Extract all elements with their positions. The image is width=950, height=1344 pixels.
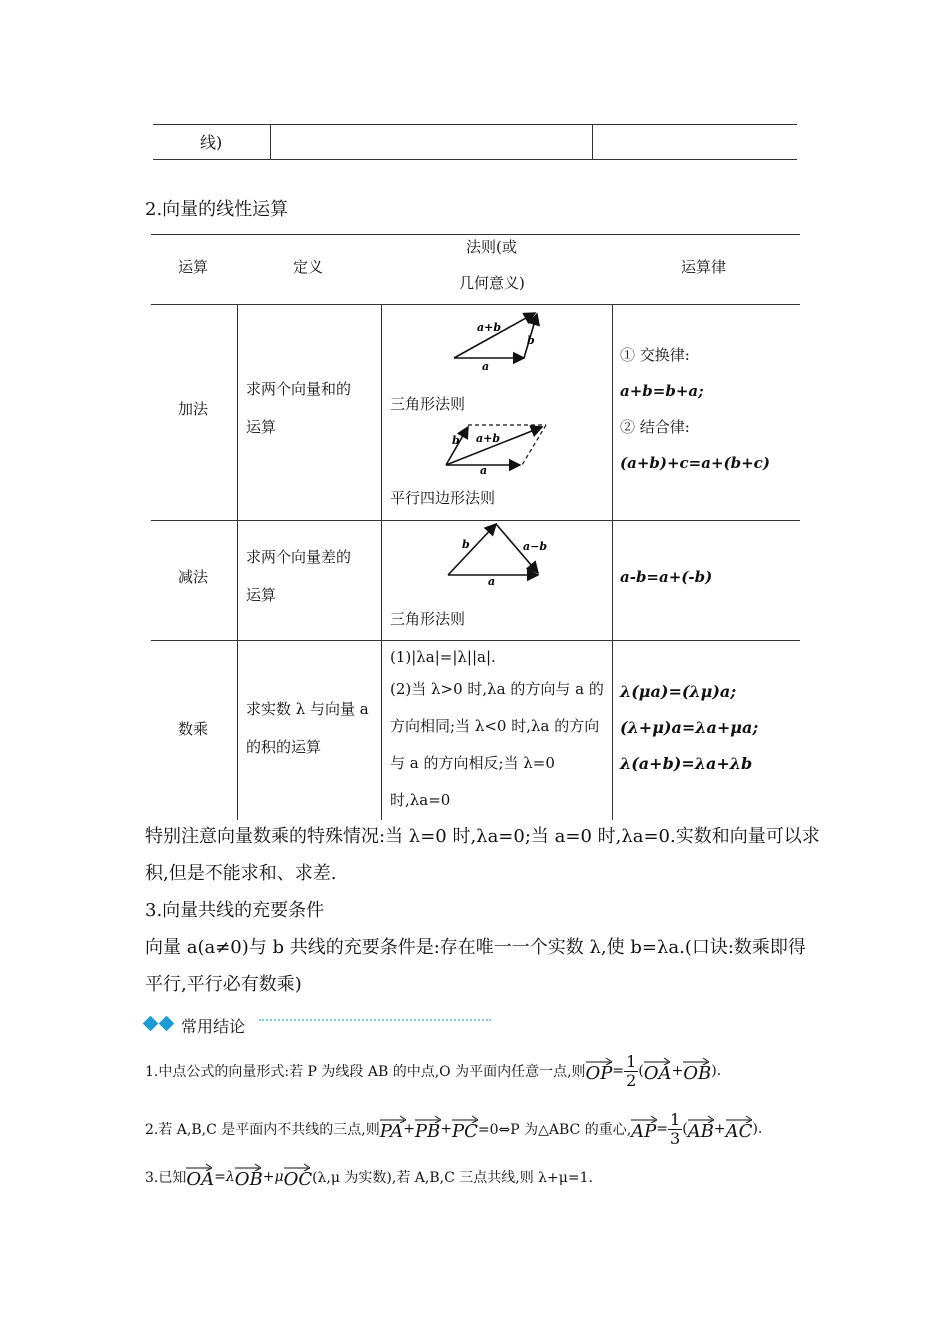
collinear-line-2: 平行,平行必有数乘) [145, 974, 302, 995]
diamond-icon [159, 1016, 175, 1032]
conclusions-heading [143, 1014, 503, 1034]
fraction-third: $\frac{1}{3}$ [670, 1109, 681, 1148]
op-mul: 数乘 [178, 720, 209, 738]
table-col-line [612, 304, 613, 820]
top-table-fragment: 线) [200, 133, 223, 152]
sub-def-2: 运算 [246, 586, 277, 604]
vector-oa: OA [186, 1165, 214, 1190]
op-add: 加法 [178, 400, 209, 418]
top-table-border-top [153, 124, 797, 125]
diamond-icon [143, 1016, 159, 1032]
vector-pb: PB [415, 1117, 440, 1142]
fraction-half: $\frac{1}{2}$ [626, 1051, 637, 1090]
mul-rule-3: 方向相同;当 λ<0 时,λa 的方向 [390, 717, 600, 735]
mul-rule-4: 与 a 的方向相反;当 λ=0 [390, 754, 555, 772]
vector-ob: OB [235, 1165, 263, 1190]
note-line-1: 特别注意向量数乘的特殊情况:当 λ=0 时,λa=0;当 a=0 时,λa=0.实数和向量可以求 [145, 826, 820, 847]
add-rule-parallelogram: 平行四边形法则 [390, 489, 496, 507]
label-b: b [462, 538, 470, 551]
mul-rule-5: 时,λa=0 [390, 791, 451, 809]
add-rule-triangle: 三角形法则 [390, 395, 466, 413]
header-op: 运算 [178, 258, 209, 276]
header-rule-1: 法则(或 [466, 238, 517, 256]
add-law-4: (a+b)+c=a+(b+c) [620, 454, 770, 472]
header-def: 定义 [293, 258, 324, 276]
label-sum: a+b [477, 321, 502, 334]
dotted-rule [259, 1019, 491, 1021]
table-col-line [237, 304, 238, 820]
sub-law: a-b=a+(-b) [620, 568, 713, 586]
header-law: 运算律 [681, 258, 727, 276]
add-law-2: a+b=b+a; [620, 382, 704, 400]
note-line-2: 积,但是不能求和、求差. [145, 863, 337, 884]
table-col-line [381, 304, 382, 820]
label-diff: a−b [523, 540, 548, 553]
top-table-divider [270, 124, 271, 159]
mul-def-1: 求实数 λ 与向量 a [246, 700, 369, 718]
top-table-border-bottom [153, 159, 797, 160]
section-title: 3.向量共线的充要条件 [145, 900, 325, 921]
vector-pc: PC [452, 1117, 478, 1142]
top-table-divider [592, 124, 593, 159]
label-sum: a+b [476, 432, 501, 445]
vector-ab: AB [688, 1117, 714, 1142]
conclusion-2-text: 2.若 A,B,C 是平面内不共线的三点,则 [145, 1122, 380, 1138]
label-b: b [452, 434, 460, 447]
conclusion-1-text: 1.中点公式的向量形式:若 P 为线段 AB 的中点,O 为平面内任意一点,则 [145, 1064, 586, 1080]
label-a: a [480, 464, 488, 474]
vector-oa: OA [644, 1059, 672, 1084]
mul-law-3: λ(a+b)=λa+λb [620, 754, 753, 773]
op-sub: 减法 [178, 568, 209, 586]
collinear-line-1: 向量 a(a≠0)与 b 共线的充要条件是:存在唯一一个实数 λ,使 b=λa.(口诀:数乘即得 [145, 937, 806, 958]
conclusion-3: 3.已知 OA =λ OB +μ OC (λ,μ 为实数),若 A,B,C 三点共线,则 λ+μ=1. [145, 1162, 593, 1192]
conclusion-2: 2.若 A,B,C 是平面内不共线的三点,则 PA + PB + PC =0⇔P 为△ABC 的重心, AP = $\frac{1}{3}$ ( AB + AC ). [145, 1109, 763, 1148]
conclusion-3-suffix: (λ,μ 为实数),若 A,B,C 三点共线,则 λ+μ=1. [312, 1170, 593, 1186]
parallelogram-rule-figure [440, 420, 552, 474]
header-rule-2: 几何意义) [459, 274, 525, 292]
section-title: 2.向量的线性运算 [145, 199, 289, 220]
subtraction-figure [440, 518, 552, 586]
vector-oc: OC [284, 1165, 313, 1190]
add-def-1: 求两个向量和的 [246, 380, 352, 398]
mul-law-2: (λ+μ)a=λa+μa; [620, 718, 759, 737]
label-a: a [482, 360, 490, 370]
sub-rule: 三角形法则 [390, 610, 466, 628]
vector-ac: AC [726, 1117, 753, 1142]
label-b: b [527, 334, 535, 347]
add-law-3: ② 结合律: [620, 418, 690, 436]
triangle-rule-figure [445, 308, 545, 370]
mul-law-1: λ(μa)=(λμ)a; [620, 682, 737, 701]
conclusion-1: 1.中点公式的向量形式:若 P 为线段 AB 的中点,O 为平面内任意一点,则 OP = $\frac{1}{2}$ ( OA + OB ). [145, 1051, 722, 1090]
add-def-2: 运算 [246, 418, 277, 436]
vector-op: OP [586, 1059, 613, 1084]
add-law-1: ① 交换律: [620, 346, 690, 364]
label-a: a [488, 575, 496, 586]
vector-pa: PA [380, 1117, 403, 1142]
table-rule [151, 304, 800, 305]
mul-def-2: 的积的运算 [246, 738, 322, 756]
conclusion-3-text: 3.已知 [145, 1170, 187, 1186]
conclusions-title: 常用结论 [181, 1017, 246, 1036]
vector-ob: OB [683, 1059, 711, 1084]
vector-ap: AP [631, 1117, 656, 1142]
mul-rule-2: (2)当 λ>0 时,λa 的方向与 a 的 [390, 680, 604, 698]
sub-def-1: 求两个向量差的 [246, 548, 352, 566]
conclusion-2-mid: =0⇔P 为△ABC 的重心, [477, 1122, 632, 1138]
mul-rule-1: (1)|λa|=|λ||a|. [390, 648, 496, 666]
